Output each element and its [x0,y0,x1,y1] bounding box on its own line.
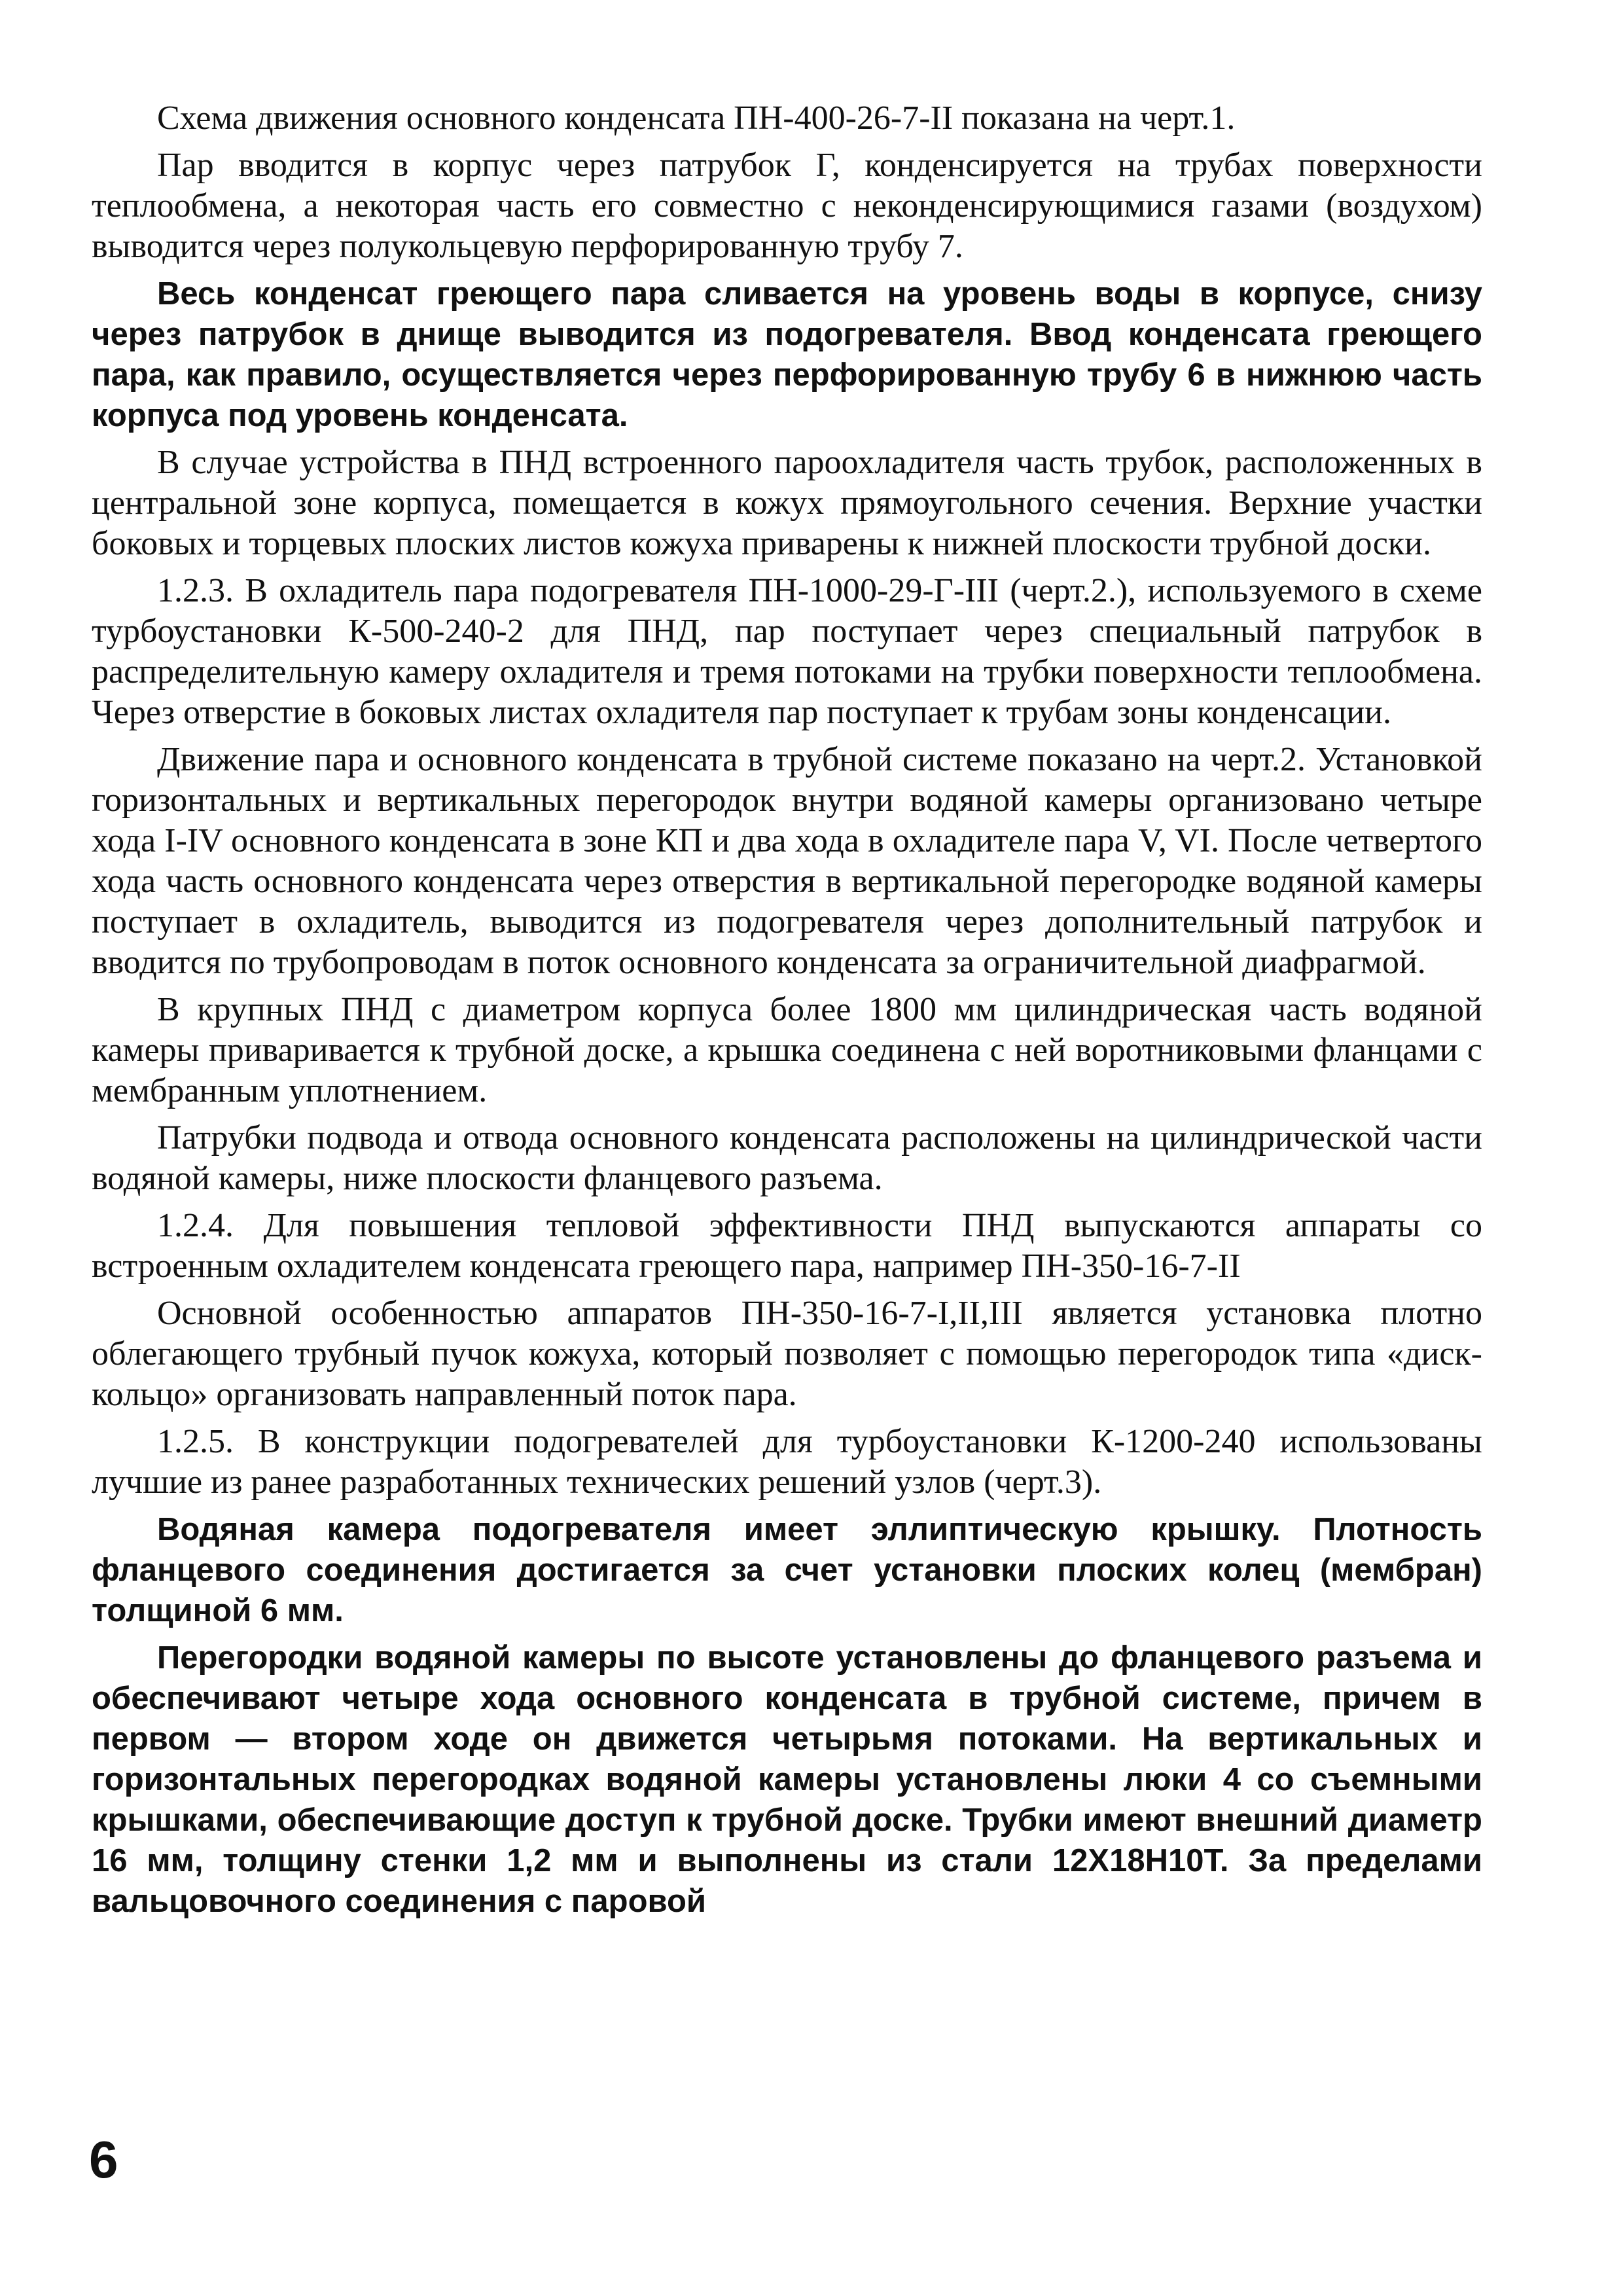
paragraph-section-1-2-4: 1.2.4. Для повышения тепловой эффективности ПНД выпускаются аппараты со встроенным охладителем конденсата греющего пара, например ПН-350-16-7-II [92,1207,1482,1285]
page-number: 6 [89,2130,118,2189]
paragraph-scheme: Схема движения основного конденсата ПН-400-26-7-II показана на черт.1. [157,99,1236,137]
paragraph-large-lpr: В крупных ПНД с диаметром корпуса более 1800 мм цилиндрическая часть водяной камеры приваривается к трубной доске, а крышка соединена с ней воротниковыми фланцами с мембранным уплотнением. [92,991,1482,1109]
paragraph-nozzles: Патрубки подвода и отвода основного конденсата расположены на цилиндрической части водяной камеры, ниже плоскости фланцевого разъема. [92,1119,1482,1197]
paragraph-steam-inlet: Пар вводится в корпус через патрубок Г, конденсируется на трубах поверхности теплообмена, а некоторая часть его совместно с неконденсирующимися газами (воздухом) выводится через полукольцевую перфорированную трубу 7. [92,147,1482,265]
paragraph-section-1-2-5: 1.2.5. В конструкции подогревателей для турбоустановки К-1200-240 использованы лучшие из ранее разработанных технических решений узлов (черт.3). [92,1423,1482,1501]
paragraph-main-feature: Основной особенностью аппаратов ПН-350-16-7-I,II,III является установка плотно облегающего трубный пучок кожуха, который позволяет с помощью перегородок типа «диск-кольцо» организовать направленный поток пара. [92,1295,1482,1413]
paragraph-water-chamber: Водяная камера подогревателя имеет эллиптическую крышку. Плотность фланцевого соединения достигается за счет установки плоских колец (мембран) толщиной 6 мм. [92,1512,1482,1628]
paragraph-built-in-desuperheater: В случае устройства в ПНД встроенного пароохладителя часть трубок, расположенных в центральной зоне корпуса, помещается в кожух прямоугольного сечения. Верхние участки боковых и торцевых плоских листов кожуха приварены к нижней плоскости трубной доски. [92,444,1482,562]
body-text [92,98,1482,1928]
paragraph-condensate-drain: Весь конденсат греющего пара сливается на уровень воды в корпусе, снизу через патрубок в днище выводится из подогревателя. Ввод конденсата греющего пара, как правило, осуществляется через перфорированную трубу 6 в нижнюю часть корпуса под уровень конденсата. [92,276,1482,433]
paragraph-section-1-2-3: 1.2.3. В охладитель пара подогревателя ПН-1000-29-Г-III (черт.2.), используемого в схеме турбоустановки К-500-240-2 для ПНД, пар поступает через специальный патрубок в распределительную камеру охладителя и тремя потоками на трубки поверхности теплообмена. Через отверстие в боковых листах охладителя пар поступает к трубам зоны конденсации. [92,572,1482,731]
paragraph-partitions: Перегородки водяной камеры по высоте установлены до фланцевого разъема и обеспечивают четыре хода основного конденсата в трубной системе, причем в первом — втором ходе он движется четырьмя потоками. На вертикальных и горизонтальных перегородках водяной камеры установлены люки 4 со съемными крышками, обеспечивающие доступ к трубной доске. Трубки имеют внешний диаметр 16 мм, толщину стенки 1,2 мм и выполнены из стали 12Х18Н10Т. За пределами вальцовочного соединения с паровой [92,1640,1482,1919]
paragraph-flow-movement: Движение пара и основного конденсата в трубной системе показано на черт.2. Установкой горизонтальных и вертикальных перегородок внутри водяной камеры организовано четыре хода I-IV основного конденсата в зоне КП и два хода в охладителе пара V, VI. После четвертого хода часть основного конденсата через отверстия в вертикальной перегородке водяной камеры поступает в охладитель, выводится из подогревателя через дополнительный патрубок и вводится по трубопроводам в поток основного конденсата за ограничительной диафрагмой. [92,741,1482,981]
